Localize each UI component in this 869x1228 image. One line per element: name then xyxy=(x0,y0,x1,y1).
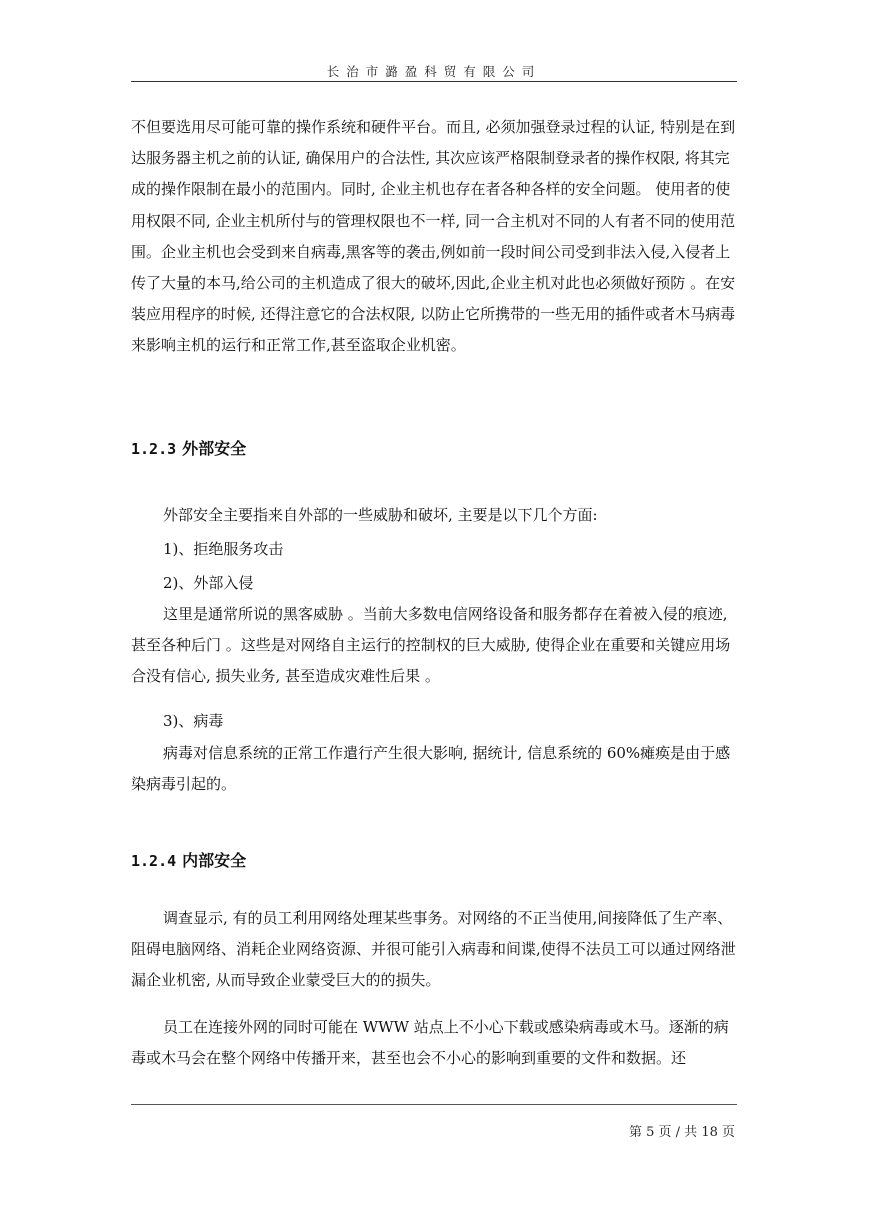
section-heading-internal-security xyxy=(131,848,246,871)
paragraph-employee-downloads: 员工在连接外网的同时可能在 WWW 站点上不小心下载或感染病毒或木马。逐渐的病毒或木马会在整个网络中传播开来，甚至也会不小心的影响到重要的文件和数据。还 xyxy=(131,1018,729,1068)
list-item-external-intrusion: 2)、外部入侵 xyxy=(163,574,254,592)
section-number: 1.2.3 xyxy=(131,440,177,458)
page-header-company: 长治市潞盈科贸有限公司 xyxy=(326,64,542,79)
section-number: 1.2.4 xyxy=(131,852,177,870)
header-divider xyxy=(131,81,737,82)
external-security-intro: 外部安全主要指来自外部的一些威胁和破坏, 主要是以下几个方面: xyxy=(163,506,598,524)
paragraph-employee-misuse: 调查显示, 有的员工利用网络处理某些事务。对网络的不正当使用,间接降低了生产率、阻碍电脑网络、消耗企业网络资源、并很可能引入病毒和间谍,使得不法员工可以通过网络泄漏企业机密, 从而导致企业蒙受巨大的的损失。 xyxy=(131,909,736,990)
list-item-virus: 3)、病毒 xyxy=(163,712,224,730)
section-title: 外部安全 xyxy=(182,439,247,458)
list-item-denial-of-service: 1)、拒绝服务攻击 xyxy=(163,540,284,558)
section-heading-external-security xyxy=(131,436,246,459)
footer-divider xyxy=(131,1104,737,1105)
paragraph-hacker-threat: 这里是通常所说的黑客威胁 。当前大多数电信网络设备和服务都存在着被入侵的痕迹, 甚至各种后门 。这些是对网络自主运行的控制权的巨大威胁, 使得企业在重要和关键应用场合没有信心, 损失业务, 甚至造成灾难性后果 。 xyxy=(131,605,731,686)
section-title: 内部安全 xyxy=(182,851,247,870)
paragraph-virus-impact: 病毒对信息系统的正常工作遣行产生很大影响, 据统计, 信息系统的 60%瘫痪是由于感染病毒引起的。 xyxy=(131,744,731,794)
paragraph-host-security: 不但要选用尽可能可靠的操作系统和硬件平台。而且, 必须加强登录过程的认证, 特别是在到达服务器主机之前的认证, 确保用户的合法性, 其次应该严格限制登录者的操作权限, 将其完成的操作限制在最小的范围内。同时, 企业主机也存在者各种各样的安全问题。 使用者的使用权限不同, 企业主机所付与的管理权限也不一样, 同一合主机对不同的人有者不同的使用范围。企业主机也会受到来自病毒,黑客等的袭击,例如前一段时间公司受到非法入侵,入侵者上传了大量的本马,给公司的主机造成了很大的破坏,因此,企业主机对此也必须做好预防 。在安装应用程序的时候, 还得注意它的合法权限, 以防止它所携带的一些无用的插件或者木马病毒来影响主机的运行和正常工作,甚至盗取企业机密。 xyxy=(131,118,736,355)
page-number: 第 5 页 / 共 18 页 xyxy=(629,1125,735,1140)
